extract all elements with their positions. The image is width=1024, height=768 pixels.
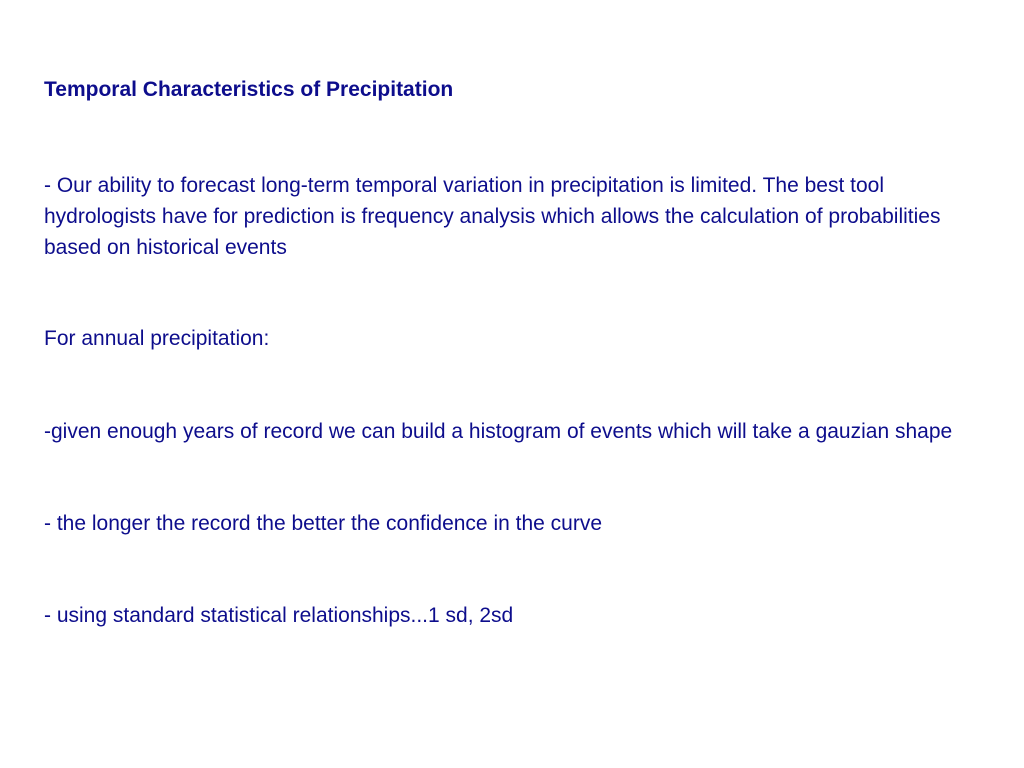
paragraph-statistical-relationships: - using standard statistical relationships...1 sd, 2sd	[44, 604, 514, 627]
paragraph-record-length: - the longer the record the better the confidence in the curve	[44, 512, 603, 535]
slide-title: Temporal Characteristics of Precipitation	[44, 78, 454, 101]
slide-content	[44, 76, 994, 631]
paragraph-annual-precipitation: For annual precipitation:	[44, 327, 270, 350]
paragraph-forecast-ability: - Our ability to forecast long-term temporal variation in precipitation is limited. The best tool hydrologists have for prediction is frequency analysis which allows the calculation of probabilities based on historical events	[44, 174, 941, 259]
paragraph-histogram: -given enough years of record we can build a histogram of events which will take a gauzian shape	[44, 420, 953, 443]
